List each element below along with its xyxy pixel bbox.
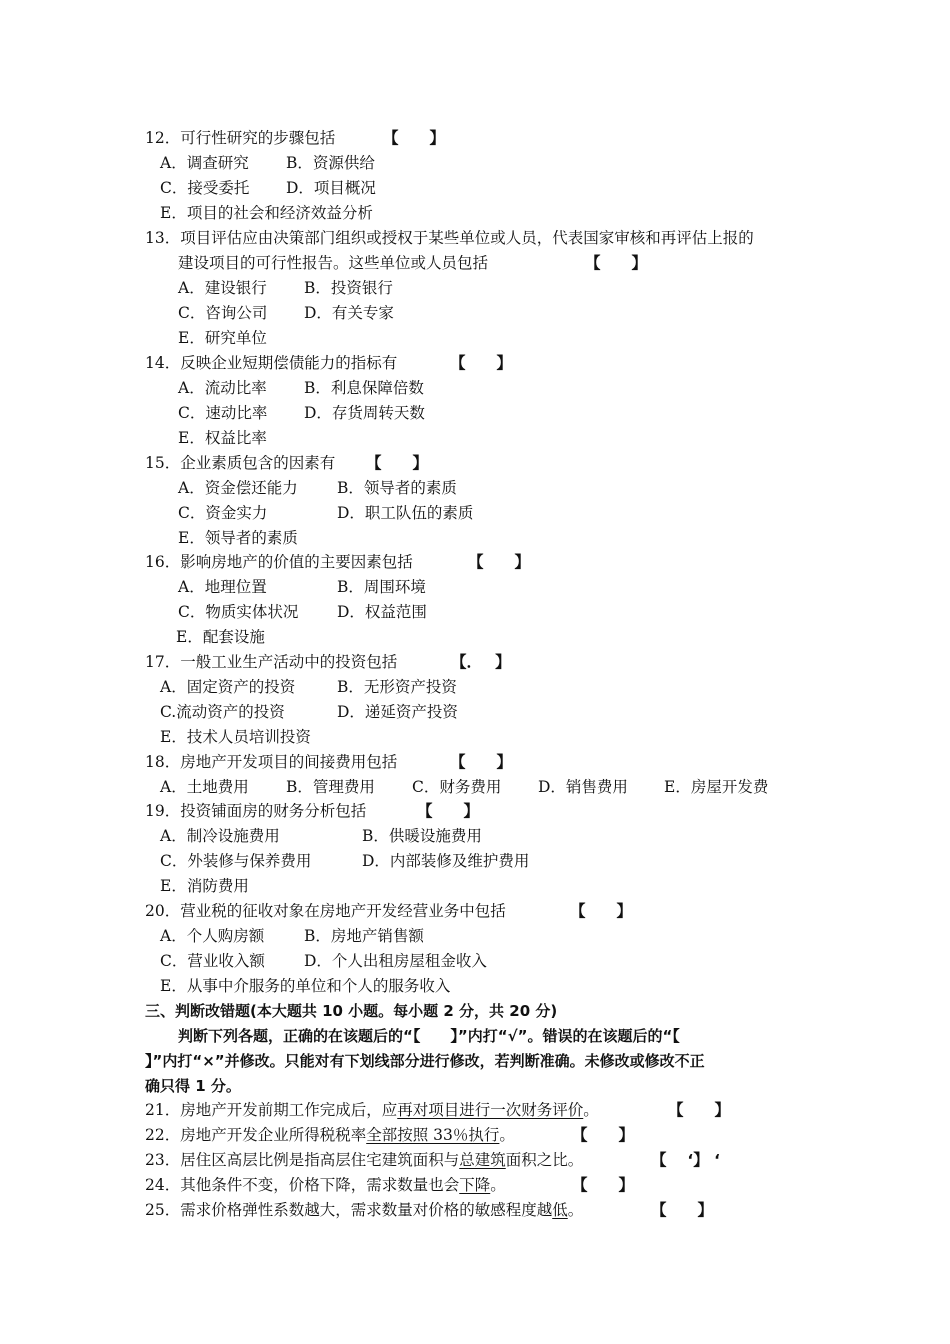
option-a: A．调查研究 xyxy=(160,154,249,172)
option-a: A．个人购房额 xyxy=(160,927,265,945)
answer-bracket: 【 】 xyxy=(585,254,648,272)
option-e: E．领导者的素质 xyxy=(178,529,298,547)
option-e: E．房屋开发费 xyxy=(664,778,769,796)
question-19: 19．投资铺面房的财务分析包括 xyxy=(145,802,367,820)
question-text: 24．其他条件不变，价格下降，需求数量也会 xyxy=(145,1176,460,1194)
answer-bracket: 【 】 xyxy=(383,129,446,147)
instructions-line-2: 】”内打“×”并修改。只能对有下划线部分进行修改，若判断准确。未修改或修改不正 xyxy=(145,1052,705,1070)
option-c: C．速动比率 xyxy=(178,404,268,422)
answer-bracket: 【 】 xyxy=(570,902,633,920)
option-b: B．供暖设施费用 xyxy=(362,827,482,845)
option-b: B．投资银行 xyxy=(304,279,393,297)
question-text-end: 面积之比。 xyxy=(505,1151,584,1169)
option-d: D．权益范围 xyxy=(337,603,427,621)
instructions-line-3: 确只得 1 分。 xyxy=(145,1077,241,1095)
question-text: 25．需求价格弹性系数越大，需求数量对价格的敏感程度越 xyxy=(145,1201,553,1219)
option-b: B．管理费用 xyxy=(286,778,375,796)
option-d: D．销售费用 xyxy=(538,778,628,796)
option-b: B．无形资产投资 xyxy=(337,678,457,696)
option-e: E．技术人员培训投资 xyxy=(160,728,311,746)
option-c: C．咨询公司 xyxy=(178,304,268,322)
option-d: D．有关专家 xyxy=(304,304,394,322)
question-text-end: 。 xyxy=(583,1101,599,1119)
question-16: 16．影响房地产的价值的主要因素包括 xyxy=(145,553,413,571)
option-c: C．资金实力 xyxy=(178,504,268,522)
answer-bracket: 【 】 xyxy=(651,1201,714,1219)
option-d: D．递延资产投资 xyxy=(337,703,458,721)
option-c: C．外装修与保养费用 xyxy=(160,852,312,870)
question-20: 20．营业税的征收对象在房地产开发经营业务中包括 xyxy=(145,902,506,920)
answer-bracket: 【 】 xyxy=(366,454,429,472)
question-text-end: 。 xyxy=(490,1176,506,1194)
option-d: D．个人出租房屋租金收入 xyxy=(304,952,487,970)
question-13: 13．项目评估应由决策部门组织或授权于某些单位或人员，代表国家审核和再评估上报的 xyxy=(145,229,754,247)
option-c: C．物质实体状况 xyxy=(178,603,299,621)
question-text: 22．房地产开发企业所得税税率 xyxy=(145,1126,367,1144)
option-a: A．流动比率 xyxy=(178,379,267,397)
question-text: 21．房地产开发前期工作完成后，应 xyxy=(145,1101,398,1119)
option-b: B．周围环境 xyxy=(337,578,426,596)
question-21 xyxy=(145,1099,599,1121)
option-e: E．配套设施 xyxy=(176,628,265,646)
question-13-cont: 建设项目的可行性报告。这些单位或人员包括 xyxy=(178,254,489,272)
underlined-text: 再对项目进行一次财务评价 xyxy=(397,1101,584,1119)
option-e: E．项目的社会和经济效益分析 xyxy=(160,204,373,222)
option-c: C．接受委托 xyxy=(160,179,250,197)
option-e: E．从事中介服务的单位和个人的服务收入 xyxy=(160,977,451,995)
question-25 xyxy=(145,1199,583,1221)
option-c: C.流动资产的投资 xyxy=(160,703,285,721)
option-a: A．制冷设施费用 xyxy=(160,827,280,845)
question-text-end: 。 xyxy=(499,1126,515,1144)
question-text-end: 。 xyxy=(567,1201,584,1219)
question-22 xyxy=(145,1124,515,1146)
option-c: C．财务费用 xyxy=(412,778,502,796)
option-e: E．研究单位 xyxy=(178,329,267,347)
option-a: A．固定资产的投资 xyxy=(160,678,296,696)
option-a: A．地理位置 xyxy=(178,578,267,596)
section-heading: 三、判断改错题(本大题共 10 小题。每小题 2 分，共 20 分) xyxy=(145,1002,558,1020)
question-18: 18．房地产开发项目的间接费用包括 xyxy=(145,753,398,771)
option-b: B．领导者的素质 xyxy=(337,479,457,497)
option-a: A．建设银行 xyxy=(178,279,267,297)
option-d: D．存货周转天数 xyxy=(304,404,425,422)
question-14: 14．反映企业短期偿债能力的指标有 xyxy=(145,354,398,372)
option-a: A．土地费用 xyxy=(160,778,249,796)
question-text: 23．居住区高层比例是指高层住宅建筑面积与 xyxy=(145,1151,460,1169)
underlined-text: 全部按照 33％执行 xyxy=(366,1126,500,1144)
answer-bracket: 【 ‘】 ‘ xyxy=(651,1151,721,1169)
option-a: A．资金偿还能力 xyxy=(178,479,298,497)
option-e: E．权益比率 xyxy=(178,429,267,447)
answer-bracket: 【 】 xyxy=(450,753,513,771)
instructions-line-1: 判断下列各题，正确的在该题后的“【 】”内打“√”。错误的在该题后的“【 xyxy=(178,1027,680,1045)
answer-bracket: 【 】 xyxy=(468,553,531,571)
answer-bracket: 【 】 xyxy=(450,354,513,372)
question-text: 12．可行性研究的步骤包括 xyxy=(145,129,336,147)
question-12 xyxy=(145,127,335,149)
underlined-text: 总建筑 xyxy=(459,1151,506,1169)
option-d: D．内部装修及维护费用 xyxy=(362,852,530,870)
question-23 xyxy=(145,1149,583,1171)
option-d: D．项目概况 xyxy=(286,179,376,197)
option-b: B．利息保障倍数 xyxy=(304,379,424,397)
answer-bracket: 【 】 xyxy=(668,1101,731,1119)
answer-bracket: 【 】 xyxy=(417,802,480,820)
answer-bracket: 【 】 xyxy=(572,1126,635,1144)
underlined-text: 低 xyxy=(552,1201,568,1219)
option-e: E．消防费用 xyxy=(160,877,249,895)
answer-bracket: 【． 】 xyxy=(451,653,511,671)
question-17: 17．一般工业生产活动中的投资包括 xyxy=(145,653,398,671)
option-d: D．职工队伍的素质 xyxy=(337,504,474,522)
answer-bracket: 【 】 xyxy=(572,1176,635,1194)
option-b: B．资源供给 xyxy=(286,154,375,172)
question-15: 15．企业素质包含的因素有 xyxy=(145,454,336,472)
question-24 xyxy=(145,1174,506,1196)
underlined-text: 下降 xyxy=(459,1176,491,1194)
option-b: B．房地产销售额 xyxy=(304,927,424,945)
option-c: C．营业收入额 xyxy=(160,952,265,970)
